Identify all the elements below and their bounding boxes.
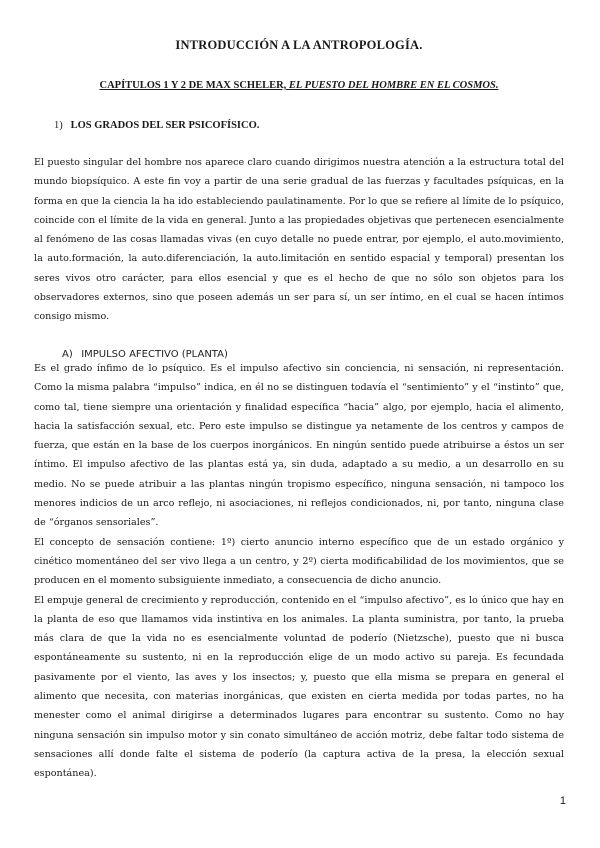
section-number: 1) <box>54 120 63 131</box>
section-heading-1 <box>54 120 259 131</box>
section-title: LOS GRADOS DEL SER PSICOFÍSICO. <box>70 120 260 131</box>
subtitle-prefix: CAPÍTULOS 1 Y 2 DE MAX SCHELER, <box>99 80 287 91</box>
section-a-body <box>34 359 564 784</box>
document-subtitle <box>34 80 564 91</box>
section-letter: A) <box>62 349 73 360</box>
document-title: INTRODUCCIÓN A LA ANTROPOLOGÍA. <box>175 38 423 52</box>
section-title: IMPULSO AFECTIVO (PLANTA) <box>81 349 228 360</box>
subtitle-work-title: EL PUESTO DEL HOMBRE EN EL COSMOS. <box>288 80 499 91</box>
paragraph-intro <box>34 153 564 327</box>
paragraph-text: Es el grado ínfimo de lo psíquico. Es el impulso afectivo sin conciencia, ni sensación, ni representación. Como la misma palabra “impulso” indica, en él no se distinguen todavía el “sentimiento” y el “instinto” que, como tal, tiene siempre una orientación y finalidad específica “hacia” algo, por ejemplo, hacia el alimento, hacia la satisfacción sexual, etc. Pero este impulso se distingue ya netamente de los centros y campos de fuerza, que están en la base de los cuerpos inorgánicos. En ningún sentido puede atribuirse a éstos un ser íntimo. El impulso afectivo de las plantas está ya, sin duda, adaptado a su medio, a un desarrollo en su medio. No se puede atribuir a las plantas ningún tropismo específico, ninguna sensación, ni tampoco los menores indicios de un arco reflejo, ni asociaciones, ni reflejos condicionados, ni, por tanto, ninguna clase de “órganos sensoriales”. <box>34 363 564 529</box>
page-number: 1 <box>559 795 566 807</box>
paragraph-text: El concepto de sensación contiene: 1º) cierto anuncio interno específico que de un estado orgánico y cinético momentáneo del ser vivo llega a un centro, y 2º) cierta modificabilidad de los movimientos, que se producen en el momento subsiguiente inmediato, a consecuencia de dicho anuncio. <box>34 536 564 587</box>
paragraph-text: El empuje general de crecimiento y reproducción, contenido en el “impulso afectivo”, es lo único que hay en la planta de eso que llamamos vida instintiva en los animales. La planta suministra, por tanto, la prueba más clara de que la vida no es esencialmente voluntad de poderío (Nietzsche), puesto que ni busca espontáneamente su sustento, ni en la reproducción elige de un modo activo su pareja. Es fecundada pasivamente por el viento, las aves y los insectos; y, puesto que ella misma se prepara en general el alimento que necesita, con materias inorgánicas, que existen en cierta medida por todas partes, no ha menester como el animal dirigirse a determinados lugares para encontrar su sustento. Como no hay ninguna sensación sin impulso motor y sin conato simultáneo de acción motriz, debe faltar todo sistema de sensaciones allí donde falte el sistema de poderío (la captura activa de la presa, la elección sexual espontánea). <box>34 594 564 780</box>
paragraph-text: El puesto singular del hombre nos aparece claro cuando dirigimos nuestra atención a la estructura total del mundo biopsíquico. A este fin voy a partir de una serie gradual de las fuerzas y facultades psíquicas, en la forma en que la ciencia la ha ido estableciendo paulatinamente. Por lo que se refiere al límite de lo psíquico, coincide con el límite de la vida en general. Junto a las propiedades objetivas que pertenecen esencialmente al fenómeno de las cosas llamadas vivas (en cuyo detalle no puede entrar, por ejemplo, el auto.movimiento, la auto.formación, la auto.diferenciación, la auto.limitación en sentido espacial y temporal) presentan los seres vivos otro carácter, para ellos esencial y que es el hecho de que no sólo son objetos para los observadores externos, sino que poseen además un ser para sí, un ser íntimo, en el cual se hacen íntimos consigo mismo. <box>34 157 564 323</box>
